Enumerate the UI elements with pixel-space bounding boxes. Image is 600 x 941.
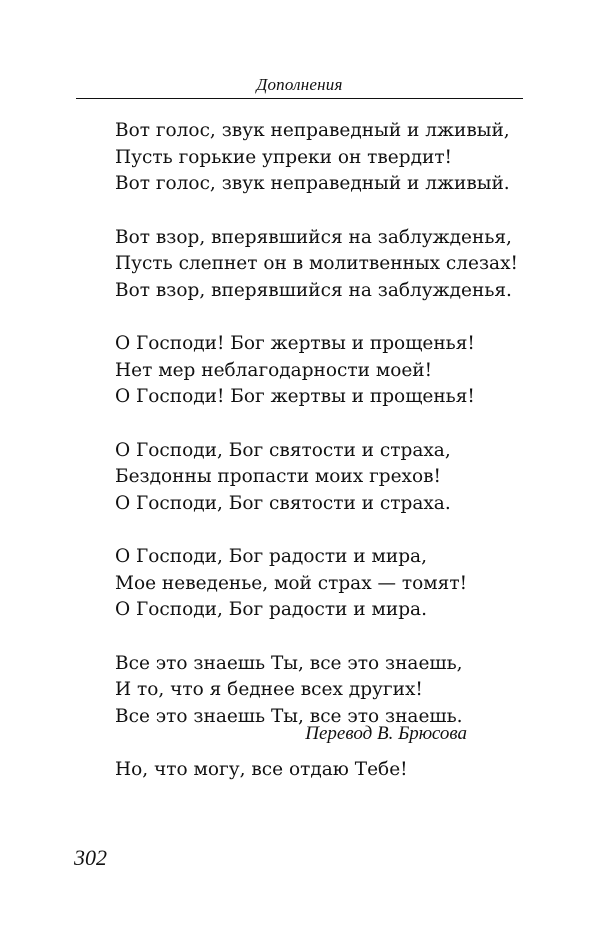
poem-line: О Господи, Бог радости и мира, bbox=[115, 546, 427, 567]
stanza-1 bbox=[115, 118, 535, 198]
stanza-3 bbox=[115, 331, 535, 411]
poem-line: Пусть горькие упреки он твердит! bbox=[115, 146, 452, 168]
header-rule bbox=[76, 98, 523, 99]
stanza-4 bbox=[115, 438, 535, 518]
poem-line: О Господи, Бог святости и страха. bbox=[115, 492, 451, 514]
poem-line: Вот голос, звук неправедный и лживый, bbox=[115, 120, 510, 141]
poem-line: О Господи, Бог святости и страха, bbox=[115, 439, 451, 461]
poem-line: Вот взор, вперявшийся на заблужденья. bbox=[115, 279, 512, 301]
translator-credit: Перевод В. Брюсова bbox=[305, 723, 467, 744]
stanza-2 bbox=[115, 225, 535, 305]
poem-line: О Господи, Бог радости и мира. bbox=[115, 599, 427, 620]
poem-line: Бездонны пропасти моих грехов! bbox=[115, 466, 441, 487]
poem-line: Все это знаешь Ты, все это знаешь. bbox=[115, 705, 463, 727]
poem-line: Мое неведенье, мой страх — томят! bbox=[115, 572, 468, 594]
poem-line: Все это знаешь Ты, все это знаешь, bbox=[115, 652, 463, 674]
poem-line: Вот голос, звук неправедный и лживый. bbox=[115, 173, 510, 194]
stanza-5 bbox=[115, 544, 535, 624]
poem-line: Пусть слепнет он в молитвенных слезах! bbox=[115, 253, 518, 274]
stanza-6 bbox=[115, 651, 535, 731]
poem-line: Нет мер неблагодарности моей! bbox=[115, 359, 433, 381]
poem-line: Вот взор, вперявшийся на заблужденья, bbox=[115, 226, 512, 248]
running-head: Дополнения bbox=[256, 75, 343, 94]
poem-body bbox=[115, 118, 535, 784]
poem-line: О Господи! Бог жертвы и прощенья! bbox=[115, 386, 475, 407]
page-number: 302 bbox=[74, 845, 107, 870]
closing-line: Но, что могу, все отдаю Тебе! bbox=[115, 759, 408, 780]
poem-line: И то, что я беднее всех других! bbox=[115, 679, 423, 700]
poem-line: О Господи! Бог жертвы и прощенья! bbox=[115, 333, 475, 354]
